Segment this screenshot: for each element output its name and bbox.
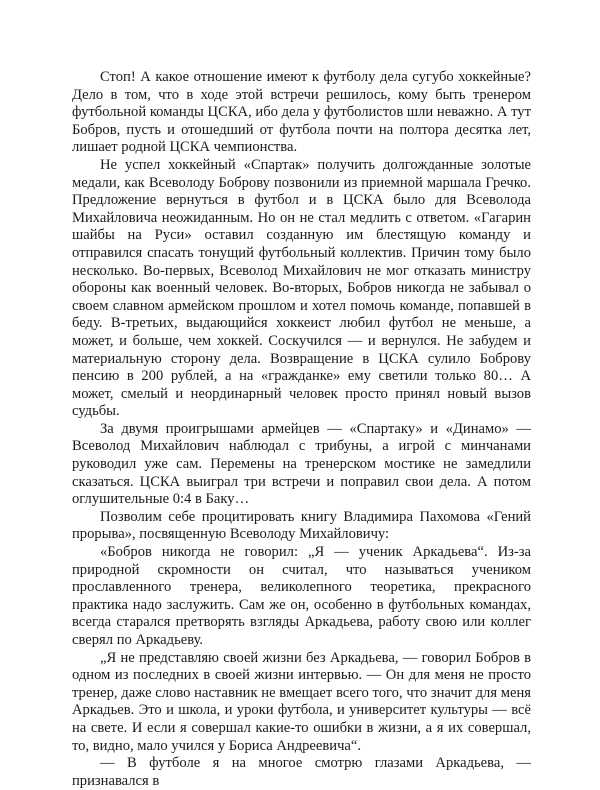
quote-paragraph: «Бобров никогда не говорил: „Я — ученик Аркадьева“. Из-за природной скромности он считал, что называться учеником прославленного тренера, великолепного теоретика, прекрасного практика надо заслужить. Сам же он, особенно в футбольных командах, всегда старался претворять взгляды Аркадьева, работу свою или коллег сверял по Аркадьеву. bbox=[72, 544, 531, 648]
quote-paragraph: „Я не представляю своей жизни без Аркадьева, — говорил Бобров в одном из последних в своей жизни интервью. — Он для меня не просто тренер, даже слово наставник не вмещает всего того, что значит для меня Аркадьев. Это и школа, и уроки футбола, и университет культуры — всё на свете. И если я совершал какие-то ошибки в жизни, а я их совершал, то, видно, мало учился у Бориса Андреевича“. bbox=[72, 649, 531, 754]
paragraph: За двумя проигрышами армейцев — «Спартаку» и «Динамо» — Всеволод Михайлович наблюдал с трибуны, а игрой с минчанами руководил уже сам. Перемены на тренерском мостике не замедлили сказаться. ЦСКА выиграл три встречи и поправил свои дела. А потом оглушительные 0:4 в Баку… bbox=[72, 420, 531, 508]
body-text bbox=[72, 69, 531, 790]
paragraph: Стоп! А какое отношение имеют к футболу дела сугубо хоккейные? Дело в том, что в ходе этой встречи решилось, кому быть тренером футбольной команды ЦСКА, ибо дела у футболистов шли неважно. А тут Бобров, пусть и отошедший от футбола почти на полтора десятка лет, лишает родной ЦСКА чемпионства. bbox=[72, 69, 531, 156]
quote-paragraph: — В футболе я на многое смотрю глазами Аркадьева, — признавался в bbox=[72, 755, 531, 789]
paragraph: Позволим себе процитировать книгу Владимира Пахомова «Гений прорыва», посвященную Всеволоду Михайловичу: bbox=[72, 508, 531, 543]
paragraph: Не успел хоккейный «Спартак» получить долгожданные золотые медали, как Всеволоду Боброву позвонили из приемной маршала Гречко. Предложение вернуться в футбол и в ЦСКА было для Всеволода Михайловича неожиданным. Но он не стал медлить с ответом. «Гагарин шайбы на Руси» оставил созданную им блестящую команду и отправился спасать тонущий футбольный коллектив. Причин тому было несколько. Во-первых, Всеволод Михайлович не мог отказать министру обороны как военный человек. Во-вторых, Бобров никогда не забывал о своем славном армейском прошлом и хотел помочь команде, попавшей в беду. В-третьих, выдающийся хоккеист любил футбол не меньше, а может, и больше, чем хоккей. Соскучился — и вернулся. Не забудем и материальную сторону дела. Возвращение в ЦСКА сулило Боброву пенсию в 200 рублей, а на «гражданке» ему светили только 80… А может, смелый и неординарный человек просто принял новый вызов судьбы. bbox=[72, 156, 531, 420]
